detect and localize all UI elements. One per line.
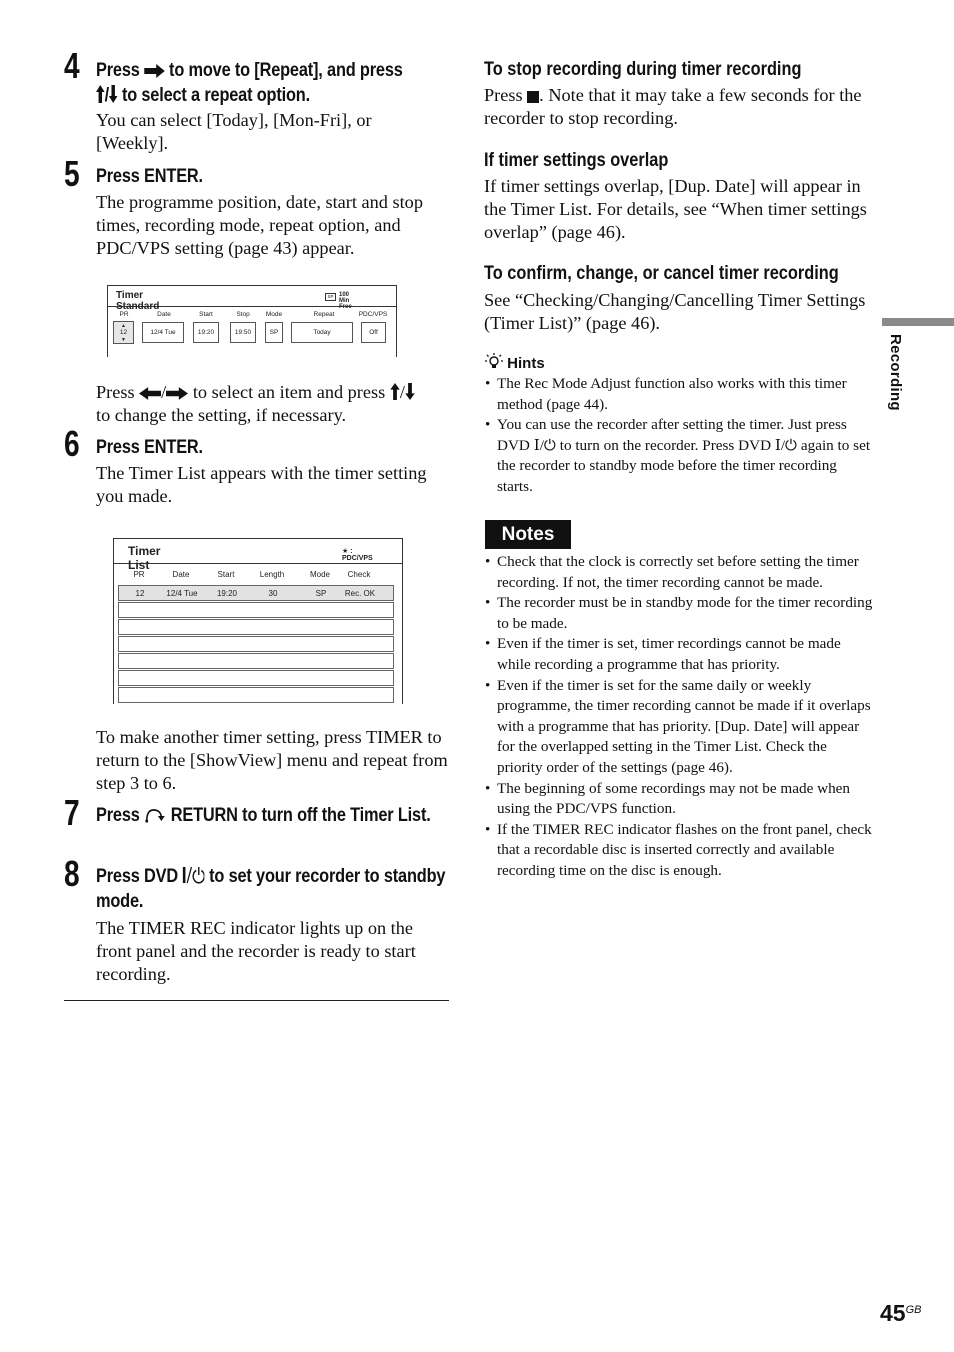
up-arrow-icon (96, 85, 105, 103)
mode-field[interactable]: SP (265, 322, 283, 343)
list-item: • The Rec Mode Adjust function also works with this timer method (page 44). (484, 374, 874, 415)
list-item: • If the TIMER REC indicator flashes on the front panel, check that a recordable disc is inserted correctly and available recording time on the disc is enough. (484, 820, 874, 882)
list-col-pr: PR (133, 570, 145, 579)
col-date: Date (157, 311, 171, 318)
list-item: • The recorder must be in standby mode for the timer recording to be made. (484, 593, 874, 634)
stop-recording-body: Press . Note that it may take a few seconds for the recorder to stop recording. (484, 85, 862, 128)
repeat-field[interactable]: Today (291, 322, 353, 343)
step-8-body: The TIMER REC indicator lights up on the front panel and the recorder is ready to start recording. (96, 918, 416, 984)
timer-list-title: Timer List (128, 544, 161, 572)
right-arrow-icon (166, 387, 188, 400)
hints-list (484, 374, 874, 498)
list-item: • Check that the clock is correctly set before setting the timer recording. If not, the timer recording cannot be made. (484, 552, 874, 593)
col-pdc-vps: PDC/VPS (358, 311, 388, 318)
col-mode: Mode (265, 311, 283, 318)
step-number-6: 6 (64, 423, 80, 464)
step-6-body: The Timer List appears with the timer setting you made. (96, 463, 427, 506)
table-row[interactable] (118, 619, 394, 635)
step-number-8: 8 (64, 853, 80, 894)
step-6-heading: Press ENTER. (96, 437, 203, 458)
step-number-4: 4 (64, 45, 80, 86)
confirm-body: See “Checking/Changing/Cancelling Timer Settings (Timer List)” (page 46). (484, 290, 866, 333)
up-arrow-icon (390, 383, 400, 400)
notes-heading: Notes (485, 520, 571, 549)
mode-badge: SP (325, 293, 336, 301)
table-row[interactable] (118, 602, 394, 618)
hints-heading: Hints (485, 353, 545, 373)
col-start: Start (199, 311, 213, 318)
pdc-vps-legend: ★ : PDC/VPS (342, 548, 373, 562)
side-label: Recording (887, 334, 904, 411)
timer-standard-title: Timer Standard (116, 290, 160, 312)
table-row[interactable] (118, 653, 394, 669)
start-field[interactable]: 19:20 (193, 322, 219, 343)
section-tab (882, 318, 954, 326)
step-5-body: The programme position, date, start and stop times, recording mode, repeat option, and PDC/VPS setting (page 43) appear. (96, 192, 423, 258)
stop-icon (527, 91, 539, 103)
page-number: $45^{GB}$ (880, 1300, 922, 1326)
down-arrow-icon (405, 383, 415, 400)
step-4-body: You can select [Today], [Mon-Fri], or [Weekly]. (96, 110, 372, 153)
list-item: • Even if the timer is set for the same daily or weekly programme, the timer recording cannot be made if it overlaps with a programme that has priority. [Dup. Date] will appear for the overlapped setting in the Timer List. Check the priority order of the settings (page 46). (484, 676, 874, 779)
list-item: • Even if the timer is set, timer recordings cannot be made while recording a programme that has priority. (484, 634, 874, 675)
table-row[interactable]: 12 12/4 Tue 19:20 30 SP Rec. OK (118, 585, 394, 601)
left-arrow-icon (139, 387, 161, 400)
table-row[interactable] (118, 687, 394, 703)
table-row[interactable] (118, 636, 394, 652)
power-icon (182, 866, 204, 884)
step-number-7: 7 (64, 792, 80, 833)
confirm-heading: To confirm, change, or cancel timer recording (484, 263, 839, 284)
list-col-date: Date (172, 570, 190, 579)
step-5-heading: Press ENTER. (96, 166, 203, 187)
list-col-check: Check (347, 570, 371, 579)
pr-stepper[interactable]: ▲ 12 ▼ (113, 321, 134, 344)
step-7-heading: Press RETURN to turn off the Timer List. (96, 805, 431, 826)
stepper-down-icon[interactable]: ▼ (121, 337, 126, 343)
list-col-start: Start (217, 570, 235, 579)
return-icon (144, 807, 166, 823)
col-repeat: Repeat (313, 311, 335, 318)
col-pr: PR (119, 311, 129, 318)
overlap-body: If timer settings overlap, [Dup. Date] will appear in the Timer List. For details, see “When timer settings overlap” (page 46). (484, 176, 867, 242)
stop-recording-heading: To stop recording during timer recording (484, 59, 802, 80)
stop-field[interactable]: 19:50 (230, 322, 256, 343)
pdc-vps-field[interactable]: Off (361, 322, 386, 343)
lightbulb-icon (485, 353, 503, 371)
step-4-heading: Press to move to [Repeat], and press / to select a repeat option. (96, 60, 403, 106)
table-row[interactable] (118, 670, 394, 686)
notes-list (484, 552, 874, 882)
step-8-heading: Press DVD to set your recorder to standby mode. (96, 866, 446, 912)
list-col-length: Length (259, 570, 285, 579)
section-divider (64, 1000, 449, 1001)
stepper-up-icon[interactable]: ▲ (121, 323, 126, 329)
overlap-heading: If timer settings overlap (484, 150, 669, 171)
list-col-mode: Mode (309, 570, 330, 579)
step-number-5: 5 (64, 153, 80, 194)
free-space: 100 Min Free (339, 292, 352, 310)
down-arrow-icon (109, 85, 118, 103)
list-item: • The beginning of some recordings may not be made when using the PDC/VPS function. (484, 779, 874, 820)
date-field[interactable]: 12/4 Tue (142, 322, 184, 343)
col-stop: Stop (236, 311, 250, 318)
list-item: • You can use the recorder after setting the timer. Just press DVD Ⅰ/⏻ to turn on the recorder. Press DVD Ⅰ/⏻ again to set the recorder to standby mode before the timer recording starts. (484, 415, 874, 497)
step-6-after: To make another timer setting, press TIMER to return to the [ShowView] menu and repeat from step 3 to 6. (96, 727, 448, 793)
step-5-after: Press / to select an item and press / to change the setting, if necessary. (96, 381, 451, 427)
right-arrow-icon (144, 64, 165, 78)
